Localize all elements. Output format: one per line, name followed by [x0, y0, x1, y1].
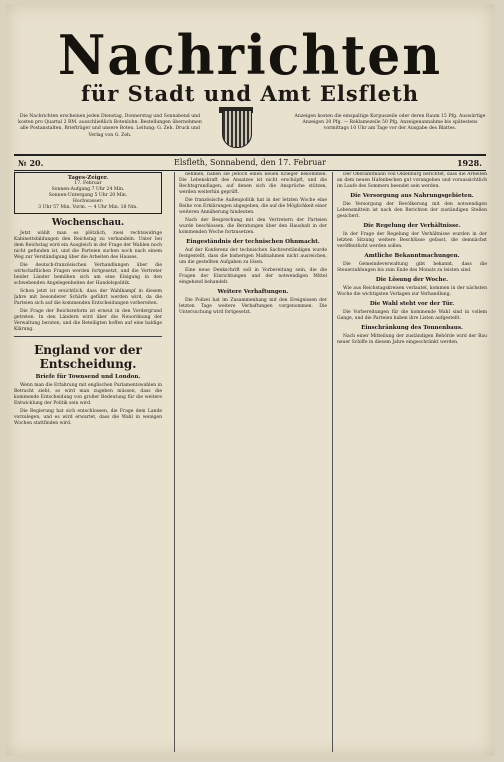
article-paragraph: Wenn man die Erfahrung mit englischen Parlamentswahlen in Betracht zieht, so wird man zugeben müssen, dass die kommende Entscheidung von großer Bedeutung für die weitere Entwicklung der Politik sein wird.: [14, 383, 162, 406]
section-heading: Einschränkung des Tonnenbaus.: [361, 325, 463, 331]
issue-number: № 20.: [18, 158, 44, 168]
article-paragraph: In der Frage der Regelung der Verhältnisse wurden in der letzten Sitzung weitere Beschlüsse gefasst, die demnächst veröffentlicht werden sollen.: [337, 232, 487, 249]
article-paragraph: nehmen, haben sie jedoch einen neuen Krieger bekommen. Die Lebenskraft des Ansatzes ist nicht erschöpft, und die Rechtsgrundlagen, auf denen sich die Ansprüche stützen, werden weiterhin geprüft.: [179, 172, 327, 195]
section-heading: Die Regelung der Verhältnisse.: [363, 223, 461, 229]
day-indicator-line: Sonnen-Aufgang 7 Uhr 24 Min.: [51, 187, 125, 192]
divider: [14, 336, 162, 337]
day-indicator-line: Sonnen-Untergang 5 Uhr 20 Min.: [48, 193, 128, 198]
newspaper-page: [6, 4, 494, 756]
section-heading: Die Versorgung aus Nahrungsgebieten.: [350, 193, 474, 199]
article-paragraph: Auf der Konferenz der technischen Sachverständigen wurde festgestellt, dass die bisherigen Maßnahmen nicht ausreichen, um die gestellten Aufgaben zu lösen.: [179, 248, 327, 265]
section-heading: Wochenschau.: [51, 218, 125, 228]
section-heading: Die Wahl steht vor der Tür.: [369, 301, 455, 307]
article-paragraph: Nach der Besprechung mit den Vertretern der Parteien wurde beschlossen, die Beratungen über den Haushalt in der kommenden Woche fortzusetzen.: [179, 218, 327, 235]
article-paragraph: Die Regierung hat sich entschlossen, die Frage dem Lande vorzulegen, und es wird erwartet, dass die Wahl in wenigen Wochen stattfinden wird.: [14, 409, 162, 426]
article-paragraph: Die Polizei hat im Zusammenhang mit den Ereignissen der letzten Tage weitere Verhaftungen vorgenommen. Die Untersuchung wird fortgesetzt.: [179, 298, 327, 315]
feature-headline: England vor der Entscheidung.: [34, 343, 142, 371]
day-indicator-line: 17. Februar: [74, 181, 102, 186]
day-indicator-title: Tages-Zeiger.: [67, 175, 109, 181]
article-paragraph: Eine neue Denkschrift soll in Vorbereitung sein, die die Fragen der Einrichtungen und der notwendigen Mittel eingehend behandelt.: [179, 268, 327, 285]
day-indicator-line: 3 Uhr 57 Min. Vorm. — 4 Uhr Min. 18 Nm.: [38, 205, 138, 210]
article-paragraph: Die Frage der Reichsreform ist erneut in den Vordergrund getreten. In den Ländern wird über die Neuordnung der Verwaltung beraten, und die Beteiligten hoffen auf eine baldige Klärung.: [14, 309, 162, 332]
newspaper-title: Nachrichten: [57, 23, 443, 88]
article-paragraph: Jetzt wählt man es plötzlich, zwei rechtswidrige Kabinettsbildungen den Reichstag zu verhandeln. Unter bei dem Reichstag wird ein Ausgleich in der Frage der Wahlen noch nicht gefunden ist, und die Parteien suchen noch nach einem Weg zur Verständigung über die Arbeiten des Hauses.: [14, 231, 162, 260]
issue-year: 1928.: [456, 158, 482, 168]
article-paragraph: Nach einer Mitteilung der zuständigen Behörde wird der Bau neuer Schiffe in diesem Jahre eingeschränkt werden.: [337, 334, 487, 345]
coat-of-arms-icon: [222, 110, 252, 148]
article-paragraph: Schon jetzt ist ersichtlich, dass der Wahlkampf in diesem Jahre mit besonderer Schärfe geführt werden wird, da die Parteien sich auf die kommenden Entscheidungen vorbereiten.: [14, 289, 162, 306]
section-heading: Eingeständnis der technischen Ohnmacht.: [186, 239, 320, 245]
article-paragraph: Wie aus Reichstagskreisen verlautet, kommen in der nächsten Woche die wichtigsten Vorlagen zur Verhandlung.: [337, 286, 487, 297]
feature-subheadline: Briefe für Townsend und London.: [35, 374, 141, 380]
column-2: [174, 172, 327, 752]
article-paragraph: Die Vorbereitungen für die kommende Wahl sind in vollem Gange, und die Parteien haben ihre Listen aufgestellt.: [337, 310, 487, 321]
advertising-info: Anzeigen kosten die einspaltige Korpuszeile oder deren Raum 15 Pfg. Auswärtige Anzeigen 20 Pfg. — Reklamezeile 50 Pfg. Anzeigenannahme bis spätestens vormittags 10 Uhr am Tage vor der Ausgabe des Blattes.: [294, 114, 486, 132]
article-paragraph: Die Versorgung der Bevölkerung mit den notwendigen Lebensmitteln ist nach den Berichten der zuständigen Stellen gesichert.: [337, 202, 487, 219]
masthead: [6, 4, 494, 154]
subscription-info: Die Nachrichten erscheinen jeden Dienstag, Donnerstag und Sonnabend und kosten pro Quartal 2 RM. ausschließlich Botenlohn. Bestellungen übernehmen alle Postanstalten, Briefträger und unsere Boten. Leitung: G. Zeh. Druck und Verlag von G. Zeh.: [18, 114, 202, 138]
dateline: [14, 154, 486, 171]
article-paragraph: Die deutsch-französischen Verhandlungen über die wirtschaftlichen Fragen werden fortgesetzt, und die Vertreter beider Länder bemühen sich um eine Einigung in den schwebenden Angelegenheiten der Handelspolitik.: [14, 263, 162, 286]
section-heading: Die Lösung der Woche.: [375, 277, 449, 283]
day-indicator-line: Hochwasser:: [72, 199, 104, 204]
article-columns: [14, 172, 486, 752]
article-paragraph: Die französische Außenpolitik hat in der letzten Woche eine Reihe von Erklärungen abgegeben, die auf die Möglichkeit einer weiteren Annäherung hindeuten.: [179, 198, 327, 215]
article-paragraph: Die Gemeindeverwaltung gibt bekannt, dass die Steuerzahlungen bis zum Ende des Monats zu leisten sind.: [337, 262, 487, 273]
section-heading: Weitere Verhaftungen.: [217, 289, 289, 295]
column-3: [332, 172, 487, 752]
column-1: [14, 172, 162, 752]
newspaper-subtitle: für Stadt und Amt Elsfleth: [80, 81, 420, 106]
article-paragraph: Der Oberamtmann von Oldenburg berichtet, dass die Arbeiten an dem neuen Hafenbecken gut vorangehen und voraussichtlich im Laufe des Sommers beendet sein werden.: [337, 172, 487, 189]
section-heading: Amtliche Bekanntmachungen.: [364, 253, 460, 259]
issue-date: Elsfleth, Sonnabend, den 17. Februar: [174, 158, 326, 167]
day-indicator-box: [14, 172, 162, 214]
